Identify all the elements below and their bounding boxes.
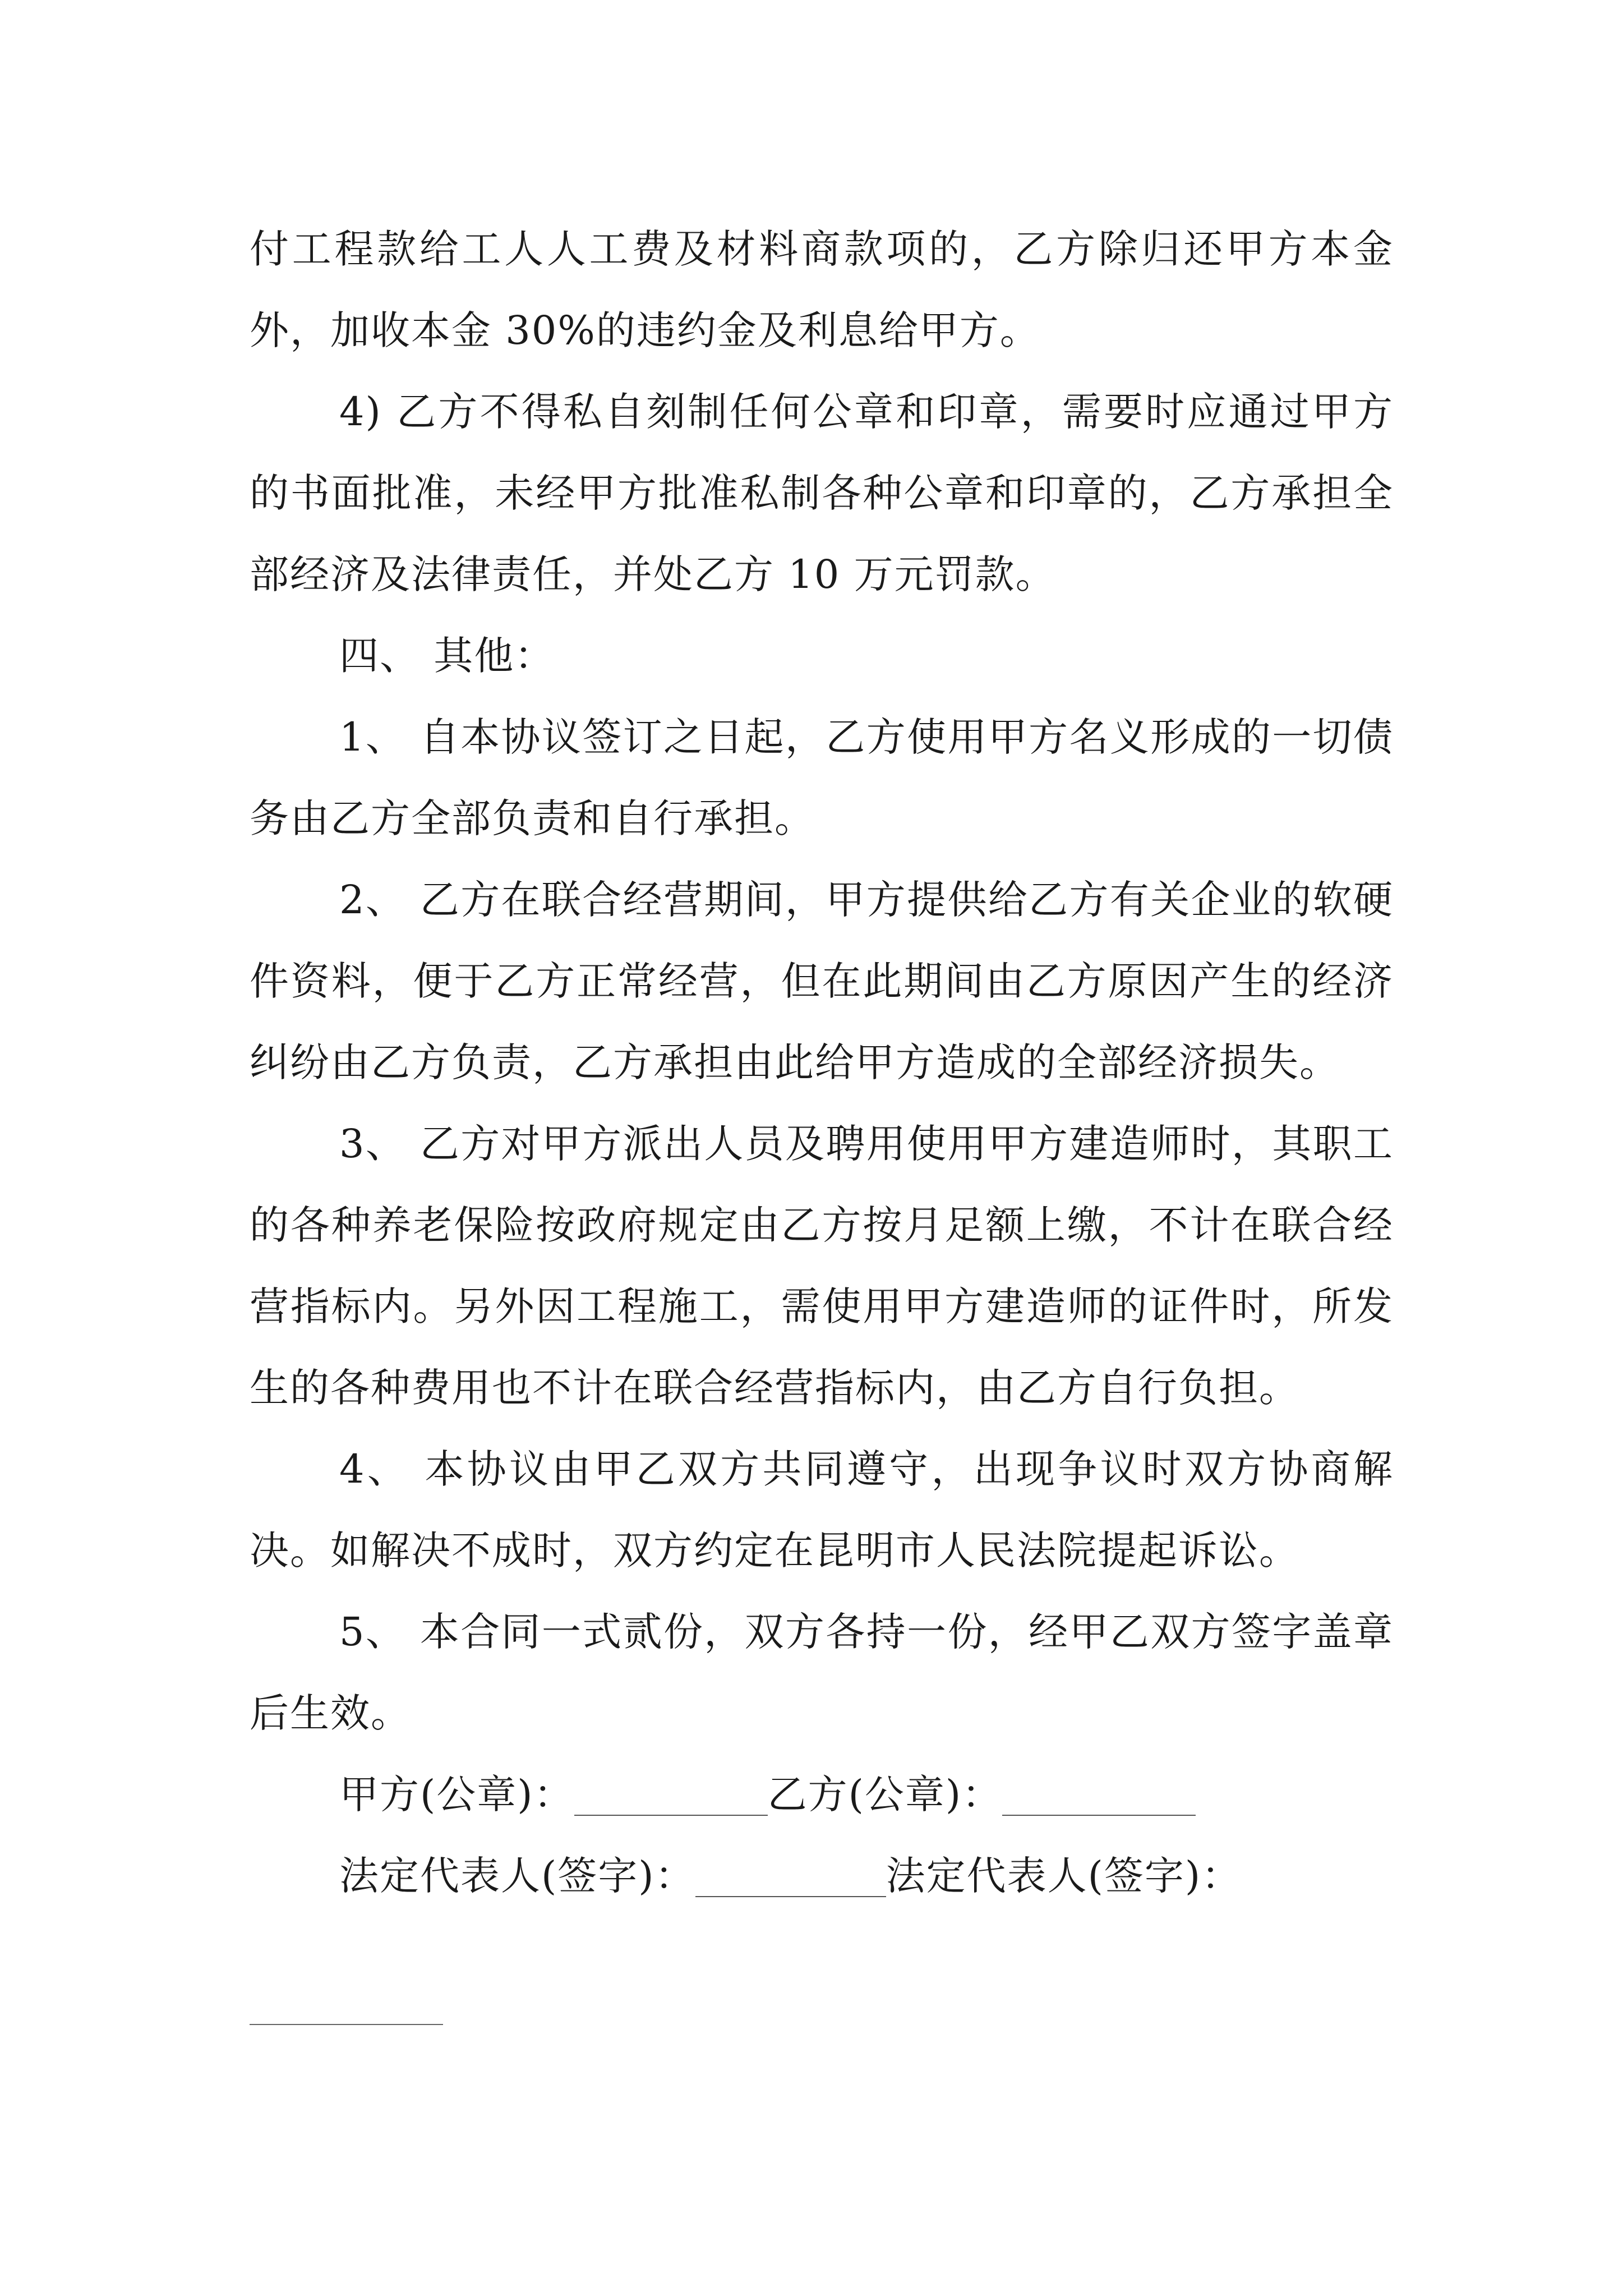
party-a-seal-blank bbox=[574, 1775, 768, 1816]
paragraph-clause-4: 4、 本协议由甲乙双方共同遵守，出现争议时双方协商解决。如解决不成时，双方约定在昆明市人民法院提起诉讼。 bbox=[250, 1446, 1394, 1573]
party-a-rep-blank bbox=[695, 1857, 886, 1897]
party-b-rep-label: 法定代表人(签字)： bbox=[886, 1853, 1242, 1899]
paragraph-item-4-seal: 4) 乙方不得私自刻制任何公章和印章，需要时应通过甲方的书面批准，未经甲方批准私制各种公章和印章的，乙方承担全部经济及法律责任，并处乙方 10 万元罚款。 bbox=[250, 389, 1394, 597]
party-b-seal-label: 乙方(公章)： bbox=[767, 1772, 1003, 1818]
party-b-seal-blank bbox=[1002, 1775, 1196, 1816]
footer-signature-rule bbox=[250, 2024, 443, 2025]
document-body bbox=[250, 209, 1394, 1917]
paragraph-continuation: 付工程款给工人人工费及材料商款项的，乙方除归还甲方本金外，加收本金 30%的违约金及利息给甲方。 bbox=[250, 226, 1394, 353]
section-heading-other: 四、 其他： bbox=[339, 633, 555, 679]
signature-line-representatives bbox=[250, 1835, 1394, 1917]
paragraph-clause-1: 1、 自本协议签订之日起，乙方使用甲方名义形成的一切债务由乙方全部负责和自行承担。 bbox=[250, 714, 1394, 841]
party-a-rep-label: 法定代表人(签字)： bbox=[339, 1853, 695, 1899]
paragraph-clause-2: 2、 乙方在联合经营期间，甲方提供给乙方有关企业的软硬件资料，便于乙方正常经营，但在此期间由乙方原因产生的经济纠纷由乙方负责，乙方承担由此给甲方造成的全部经济损失。 bbox=[250, 877, 1394, 1085]
party-a-seal-label: 甲方(公章)： bbox=[339, 1772, 574, 1818]
paragraph-clause-3: 3、 乙方对甲方派出人员及聘用使用甲方建造师时，其职工的各种养老保险按政府规定由乙方按月足额上缴，不计在联合经营指标内。另外因工程施工，需使用甲方建造师的证件时，所发生的各种费用也不计在联合经营指标内，由乙方自行负担。 bbox=[250, 1121, 1394, 1411]
signature-line-seals bbox=[250, 1754, 1394, 1835]
paragraph-clause-5: 5、 本合同一式贰份，双方各持一份，经甲乙双方签字盖章后生效。 bbox=[250, 1609, 1394, 1736]
